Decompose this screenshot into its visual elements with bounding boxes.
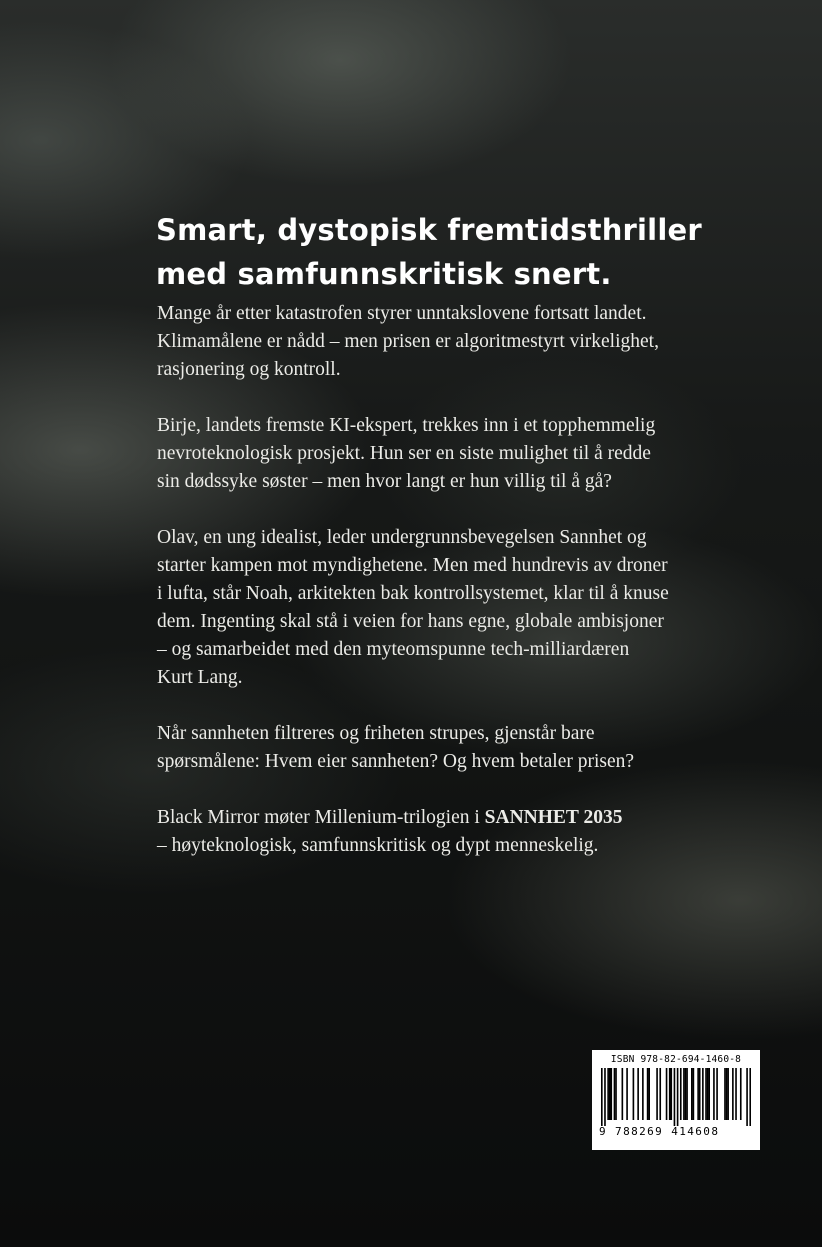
closing-text-before: Black Mirror møter Millenium-trilogien i <box>157 807 485 828</box>
barcode-bar <box>727 1068 729 1120</box>
closing-text-after: – høyteknologisk, samfunnskritisk og dypt menneskelig. <box>157 835 599 856</box>
barcode-bar <box>656 1068 658 1120</box>
barcode-guard-bar <box>749 1068 751 1126</box>
closing-paragraph <box>157 804 767 860</box>
barcode-bar <box>669 1068 671 1120</box>
barcode-guard-bar <box>746 1068 748 1126</box>
barcode-bar <box>686 1068 688 1120</box>
barcode-bar <box>642 1068 644 1120</box>
barcode-bar <box>691 1068 693 1120</box>
barcode-bar <box>607 1068 609 1120</box>
barcode-bar <box>716 1068 718 1120</box>
barcode-bar <box>666 1068 668 1120</box>
barcode-bar <box>622 1068 624 1120</box>
barcode-bar <box>732 1068 734 1120</box>
barcode-bar <box>626 1068 628 1120</box>
barcode-bar <box>683 1068 685 1120</box>
barcode-bar <box>615 1068 617 1120</box>
headline <box>156 208 776 296</box>
book-title: SANNHET 2035 <box>484 807 623 828</box>
barcode-bar <box>726 1068 728 1120</box>
barcode-guard-bar <box>601 1068 603 1126</box>
headline-line-1: Smart, dystopisk fremtidsthriller <box>156 213 702 247</box>
barcode-bar <box>670 1068 672 1120</box>
barcode-bar <box>735 1068 737 1120</box>
barcode-bar <box>713 1068 715 1120</box>
barcode-bar <box>680 1068 682 1120</box>
barcode-bar <box>614 1068 616 1120</box>
barcode-bar <box>705 1068 707 1120</box>
barcode-bar <box>685 1068 687 1120</box>
blurb-paragraph-3: Olav, en ung idealist, leder undergrunnsbevegelsen Sannhet og starter kampen mot myndighetene. Men med hundrevis av droner i lufta, står Noah, arkitekten bak kontrollsystemet, klar til å knuse dem. Ingenting skal stå i veien for hans egne, globale ambisjoner – og samarbeidet med den myteomspunne tech-milliardæren Kurt Lang. <box>157 527 669 688</box>
barcode-bar <box>648 1068 650 1120</box>
barcode-bar <box>659 1068 661 1120</box>
isbn-label: ISBN 978-82-694-1460-8 <box>610 1054 742 1065</box>
barcode-digits: 9 788269 414608 <box>599 1125 720 1138</box>
barcode-guard-bar <box>604 1068 606 1126</box>
barcode-bar <box>609 1068 611 1120</box>
barcode-bar <box>708 1068 710 1120</box>
blurb-paragraph-4: Når sannheten filtreres og friheten strupes, gjenstår bare spørsmålene: Hvem eier sannheten? Og hvem betaler prisen? <box>157 723 635 772</box>
barcode-bar <box>702 1068 704 1120</box>
blurb-paragraph-1: Mange år etter katastrofen styrer unntakslovene fortsatt landet. Klimamålene er nådd – men prisen er algoritmestyrt virkelighet, rasjonering og kontroll. <box>157 303 659 380</box>
headline-line-2: med samfunnskritisk snert. <box>156 257 612 291</box>
barcode-bar <box>647 1068 649 1120</box>
barcode-bar <box>610 1068 612 1120</box>
isbn-barcode <box>592 1050 760 1150</box>
barcode-bar <box>724 1068 726 1120</box>
barcode-bars <box>601 1068 751 1126</box>
blurb <box>157 300 767 888</box>
barcode-bar <box>693 1068 695 1120</box>
blurb-paragraph-2: Birje, landets fremste KI-ekspert, trekkes inn i et topphemmelig nevroteknologisk prosjekt. Hun ser en siste mulighet til å redde sin dødssyke søster – men hvor langt er hun villig til å gå? <box>157 415 656 492</box>
barcode-guard-bar <box>674 1068 676 1126</box>
barcode-bar <box>707 1068 709 1120</box>
barcode-bar <box>699 1068 701 1120</box>
barcode-bar <box>697 1068 699 1120</box>
barcode-bar <box>633 1068 635 1120</box>
barcode-bar <box>740 1068 742 1120</box>
barcode-guard-bar <box>677 1068 679 1126</box>
barcode-bar <box>637 1068 639 1120</box>
